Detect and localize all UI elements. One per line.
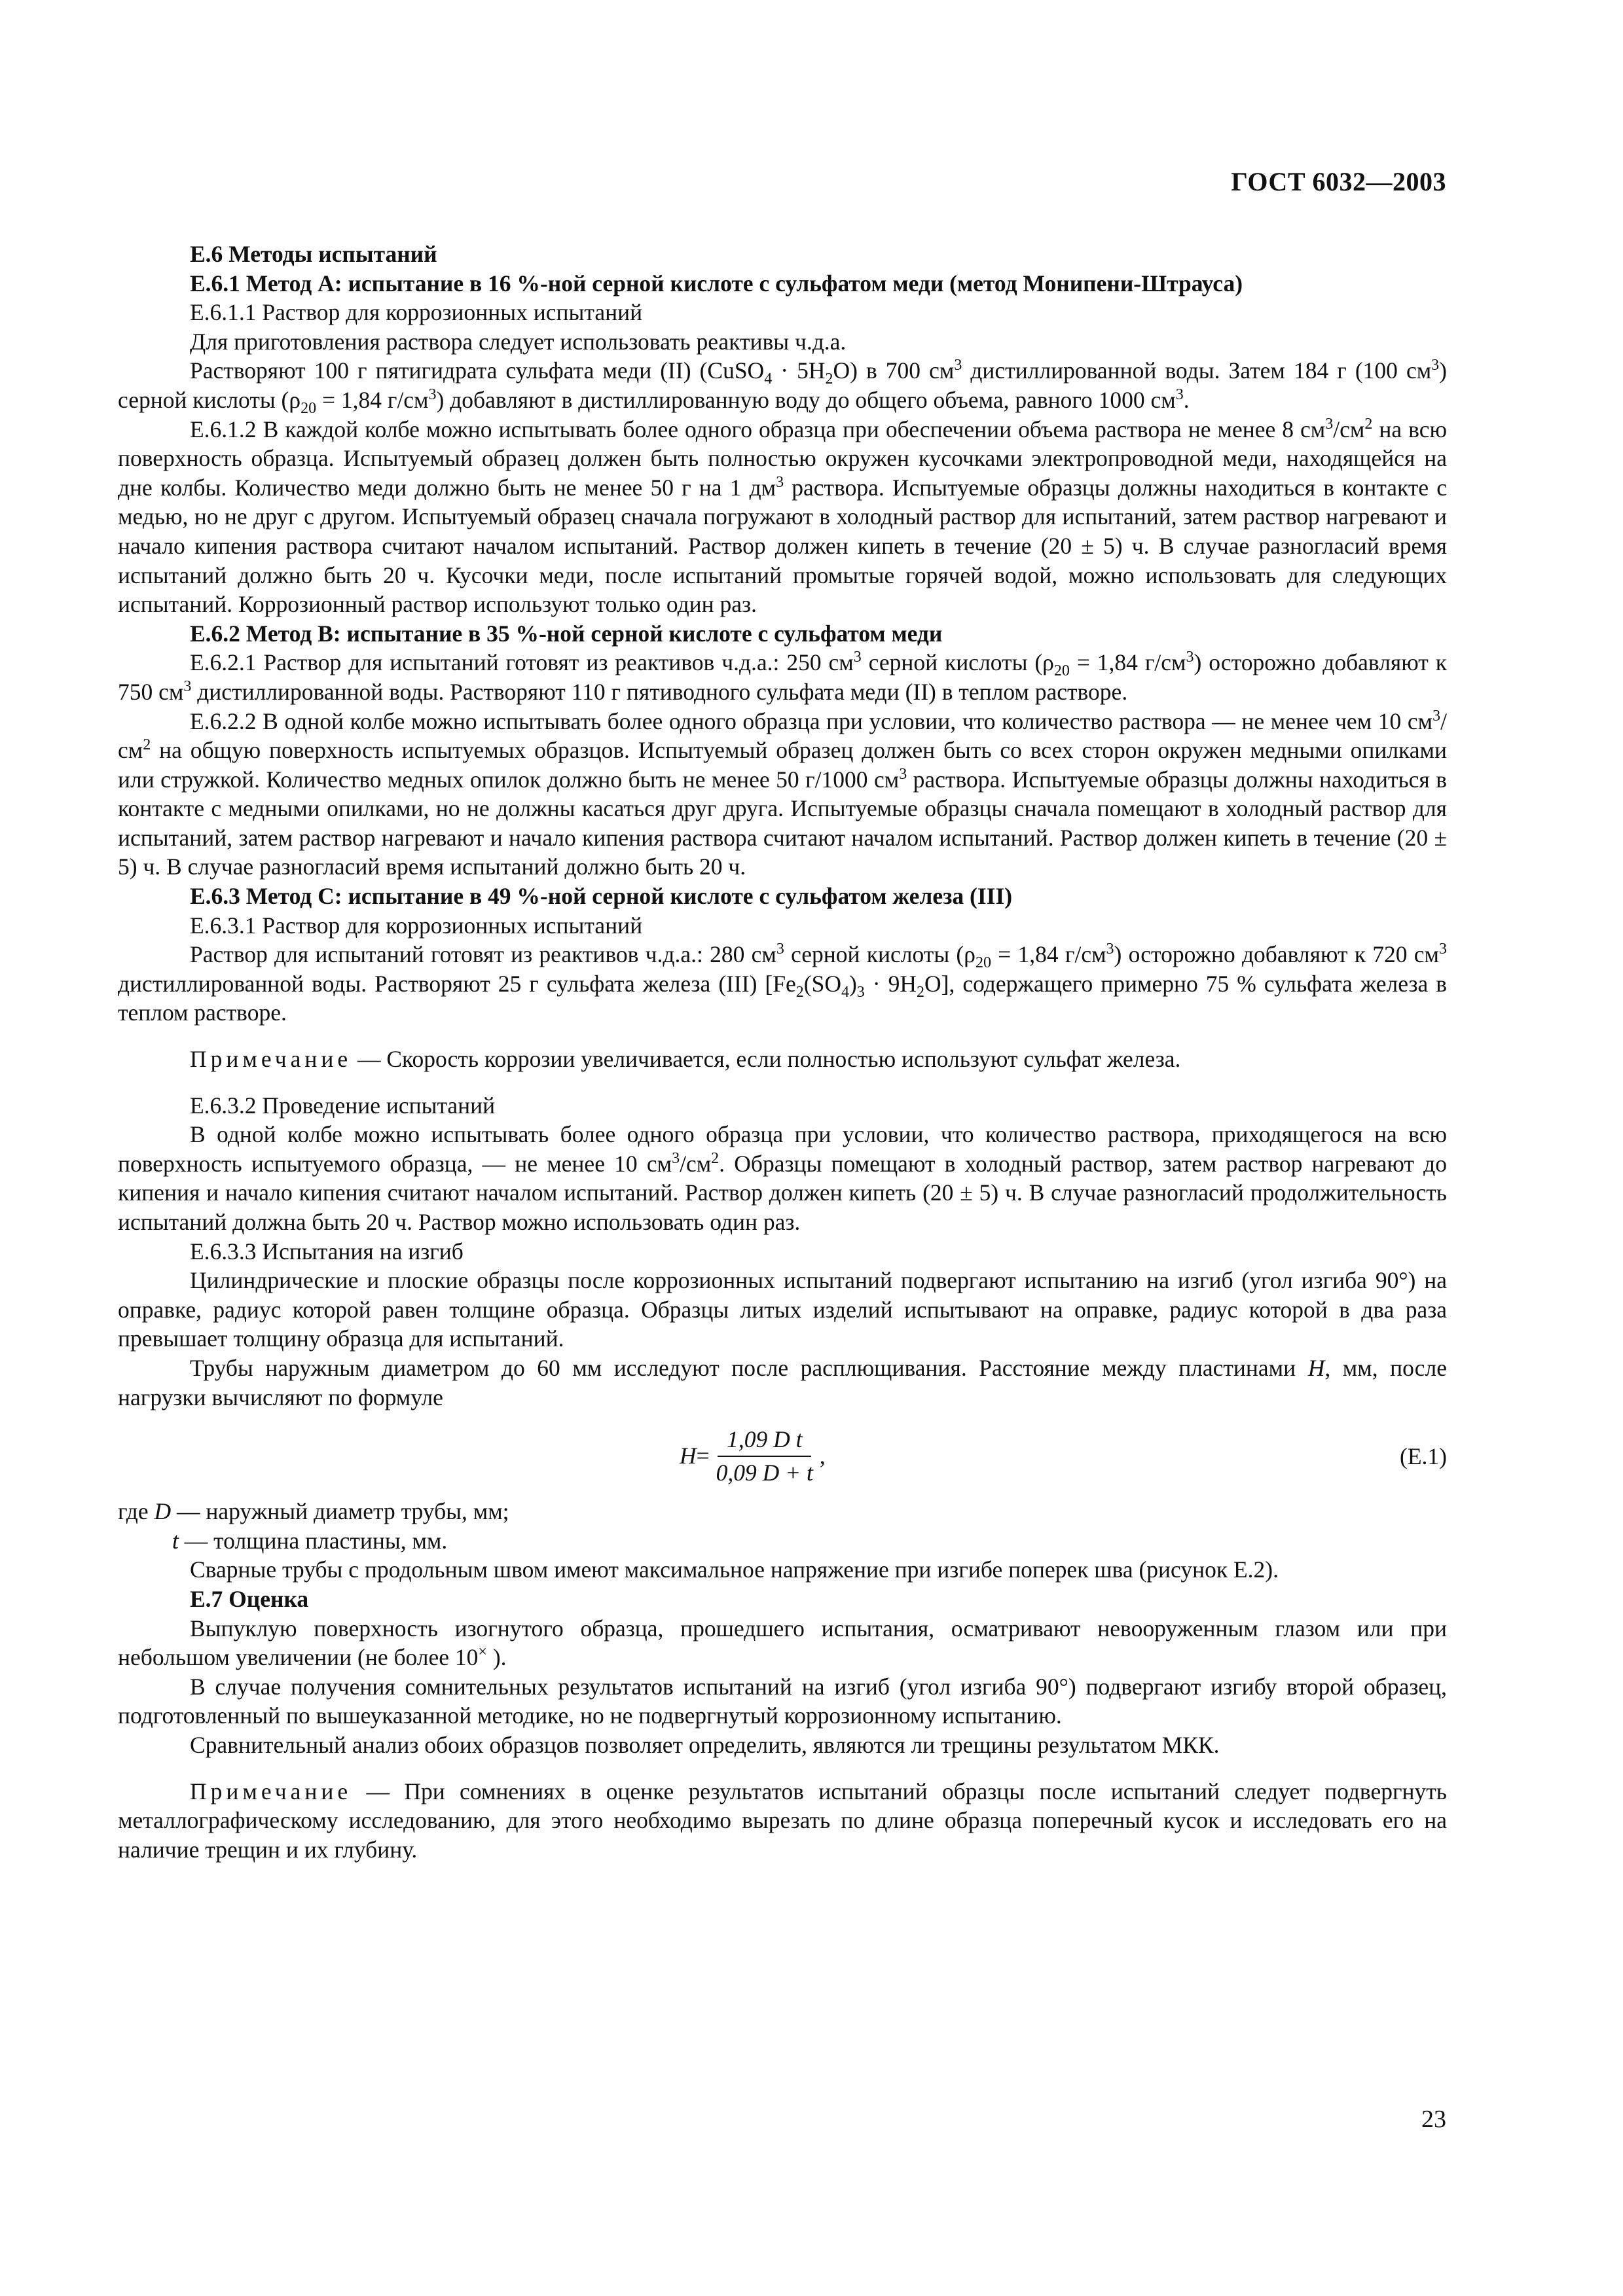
section-heading-e7: Е.7 Оценка xyxy=(190,1585,309,1612)
document-body xyxy=(118,240,1447,1881)
section-heading-e6: Е.6 Методы испытаний xyxy=(190,241,437,267)
note-label: Примечание xyxy=(190,1778,352,1804)
paragraph-e611: Е.6.1.1 Раствор для коррозионных испытаний xyxy=(190,299,643,326)
paragraph-e631: Е.6.3.1 Раствор для коррозионных испытаний xyxy=(190,912,643,939)
paragraph-bend-test: Цилиндрические и плоские образцы после коррозионных испытаний подвергают испытанию на изгиб (угол изгиба 90°) на оправке, радиус которой равен толщине образца. Образцы литых изделий испытывают на оправке, радиус которой в два раза превышает толщину образца для испытаний. xyxy=(118,1267,1447,1352)
paragraph-e632-body: В одной колбе можно испытывать более одного образца при условии, что количество раствора, приходящегося на всю поверхность испытуемого образца, — не менее 10 $см^3/см^2$. Образцы помещают в холодный раствор, затем раствор нагревают до кипения и начало кипения считают началом испытаний. Раствор должен кипеть (20 ± 5) ч. В случае разногласий продолжительность испытаний должна быть 20 ч. Раствор можно использовать один раз. xyxy=(118,1121,1447,1235)
paragraph-solution-a: Растворяют 100 г пятигидрата сульфата меди (II) (CuSO$_4$ · $5H_2O$) в 700 $см^3$ дистиллированной воды. Затем 184 г (100 $см^3$) серной кислоты ($\rho_{20} = 1,84$ $г/см^3$) добавляют в дистиллированную воду до общего объема, равного 1000 $см^3$. xyxy=(118,357,1447,418)
formula-fraction xyxy=(716,1425,813,1487)
formula-where-d: где D — наружный диаметр трубы, мм; xyxy=(118,1498,509,1525)
formula-equals: = xyxy=(696,1443,710,1469)
paragraph-welded-tubes: Сварные трубы с продольным швом имеют максимальное напряжение при изгибе поперек шва (рисунок Е.2). xyxy=(190,1556,1279,1583)
paragraph-e621: Е.6.2.1 Раствор для испытаний готовят из реактивов ч.д.а.: 250 $см^3$ серной кислоты ($\rho_{20} = 1,84$ $г/см^3$) осторожно добавляют к 750 $см^3$ дистиллированной воды. Растворяют 110 г пятиводного сульфата меди (II) в теплом растворе. xyxy=(118,649,1448,705)
paragraph-tubes: Трубы наружным диаметром до 60 мм исследуют после расплющивания. Расстояние между пластинами H, мм, после нагрузки вычисляют по формуле xyxy=(118,1354,1447,1410)
formula-number: (Е.1) xyxy=(1400,1443,1447,1470)
paragraph-e612: Е.6.1.2 В каждой колбе можно испытывать более одного образца при обеспечении объема раствора не менее 8 $см^3/см^2$ на всю поверхность образца. Испытуемый образец должен быть полностью окружен кусочками электропроводной меди, находящейся на дне колбы. Количество меди должно быть не менее 50 г на 1 $дм^3$ раствора. Испытуемые образцы должны находиться в контакте с медью, но не друг с другом. Испытуемый образец сначала погружают в холодный раствор для испытаний, затем раствор нагревают и начало кипения раствора считают началом испытаний. Раствор должен кипеть в течение (20 ± 5) ч. В случае разногласий время испытаний должно быть 20 ч. Кусочки меди, после испытаний промытые горячей водой, можно использовать для следующих испытаний. Коррозионный раствор используют только один раз. xyxy=(118,415,1447,618)
document-code: ГОСТ 6032—2003 xyxy=(1231,167,1446,196)
formula-expression xyxy=(680,1425,826,1487)
paragraph-e631-solution: Раствор для испытаний готовят из реактивов ч.д.а.: 280 $см^3$ серной кислоты ($\rho_{20} = 1,84$ $г/см^3$) осторожно добавляют к 720 $см^3$ дистиллированной воды. Растворяют 25 г сульфата железа (III) $[Fe_2(SO_4)_3 \cdot 9H_2O]$, содержащего примерно 75 % сульфата железа в теплом растворе. xyxy=(118,941,1448,1026)
paragraph-e7-second-sample: В случае получения сомнительных результатов испытаний на изгиб (угол изгиба 90°) подвергают изгибу второй образец, подготовленный по вышеуказанной методике, но не подвергнутый коррозионному испытанию. xyxy=(118,1673,1447,1729)
paragraph-e622: Е.6.2.2 В одной колбе можно испытывать более одного образца при условии, что количество раствора — не менее чем 10 $см^3/см^2$ на общую поверхность испытуемых образцов. Испытуемый образец должен быть со всех сторон окружен медными опилками или стружкой. Количество медных опилок должно быть не менее 50 г/1000 $см^3$ раствора. Испытуемые образцы должны находиться в контакте с медными опилками, но не должны касаться друг друга. Испытуемые образцы сначала помещают в холодный раствор для испытаний, затем раствор нагревают и начало кипения раствора считают началом испытаний. Раствор должен кипеть в течение (20 ± 5) ч. В случае разногласий время испытаний должно быть 20 ч. xyxy=(118,707,1447,880)
section-heading-e63: Е.6.3 Метод С: испытание в 49 %-ной серной кислоте с сульфатом железа (III) xyxy=(190,883,1013,910)
paragraph-e633: Е.6.3.3 Испытания на изгиб xyxy=(190,1238,464,1265)
page-number: 23 xyxy=(1421,2106,1446,2133)
formula-lhs: H xyxy=(680,1443,697,1469)
note-iron-sulfate: Примечание — Скорость коррозии увеличивается, если полностью используют сульфат железа. xyxy=(190,1046,1181,1073)
section-heading-e62: Е.6.2 Метод В: испытание в 35 %-ной серной кислоте с сульфатом меди xyxy=(190,620,943,647)
paragraph-e632: Е.6.3.2 Проведение испытаний xyxy=(190,1092,496,1119)
note-label: Примечание xyxy=(190,1046,352,1073)
note-metallography: Примечание — При сомнениях в оценке результатов испытаний образцы после испытаний следует подвергнуть металлографическому исследованию, для этого необходимо вырезать по длине образца поперечный кусок и исследовать его на наличие трещин и их глубину. xyxy=(118,1778,1447,1863)
formula-denominator: 0,09 D + t xyxy=(716,1459,813,1486)
formula-numerator: 1,09 D t xyxy=(718,1425,811,1457)
paragraph-e7-inspection: Выпуклую поверхность изогнутого образца, прошедшего испытания, осматривают невооруженным глазом или при небольшом увеличении (не более 10× ). xyxy=(118,1615,1447,1671)
section-heading-e61: Е.6.1 Метод А: испытание в 16 %-ной серной кислоте с сульфатом меди (метод Монипени-Штрауса) xyxy=(190,270,1243,296)
formula-e1 xyxy=(118,1425,1447,1493)
paragraph-reagents: Для приготовления раствора следует использовать реактивы ч.д.а. xyxy=(190,328,847,355)
formula-where-t: t — толщина пластины, мм. xyxy=(172,1527,448,1554)
paragraph-e7-comparison: Сравнительный анализ обоих образцов позволяет определить, являются ли трещины результатом МКК. xyxy=(190,1731,1220,1758)
formula-tail: , xyxy=(819,1443,826,1469)
